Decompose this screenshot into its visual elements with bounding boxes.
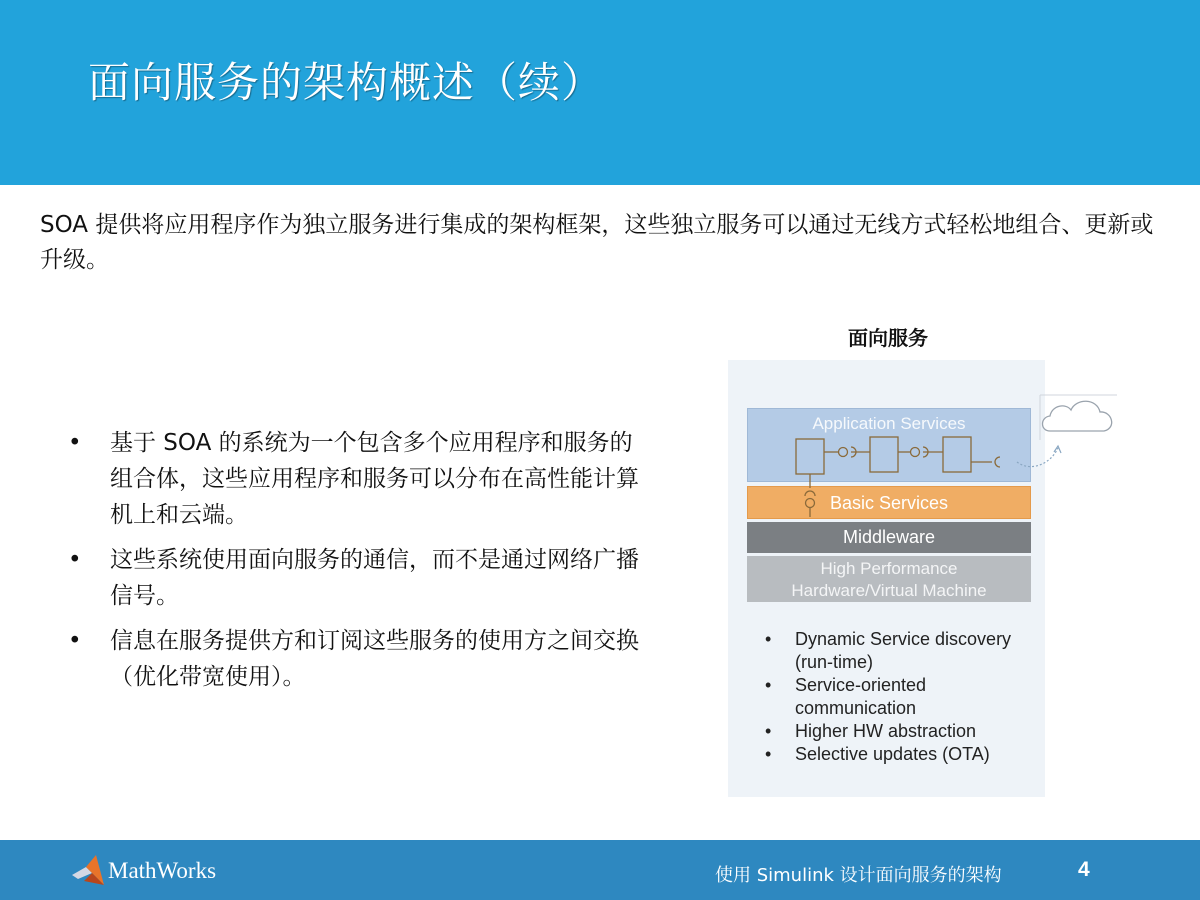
feature-dot: •: [765, 721, 772, 741]
bullet-item: • 信息在服务提供方和订阅这些服务的使用方之间交换（优化带宽使用）。: [62, 623, 652, 695]
service-box: [870, 437, 898, 472]
feature-list: [760, 628, 1040, 766]
service-box: [796, 439, 824, 474]
bullet-dot: •: [68, 430, 82, 456]
feature-dot: •: [765, 629, 772, 649]
intro-paragraph: SOA 提供将应用程序作为独立服务进行集成的架构框架，这些独立服务可以通过无线方式轻松地组合、更新或升级。: [40, 212, 1154, 273]
slide-title: 面向服务的架构概述（续）: [88, 58, 605, 107]
mathworks-logo-text: MathWorks: [108, 858, 217, 883]
diagram-title: 面向服务: [848, 326, 928, 350]
basic-services-label: Basic Services: [829, 493, 949, 513]
footer-subtitle: 使用 Simulink 设计面向服务的架构: [715, 865, 1002, 886]
bullet-dot: •: [68, 547, 82, 573]
application-services-label: Application Services: [812, 414, 966, 433]
bullet-dot: •: [68, 628, 82, 654]
hardware-label-line2: Hardware/Virtual Machine: [791, 581, 987, 600]
feature-dot: •: [765, 675, 772, 695]
bullet-item: • 基于 SOA 的系统为一个包含多个应用程序和服务的组合体，这些应用程序和服务可以分布在高性能计算机上和云端。: [62, 425, 652, 533]
arrow-icon: [1017, 448, 1058, 467]
cloud-icon: [1043, 401, 1112, 431]
feature-item: • Dynamic Service discovery (run-time): [765, 629, 1012, 672]
feature-item: • Higher HW abstraction: [765, 721, 977, 741]
feature-dot: •: [765, 744, 772, 764]
page-number: 4: [1078, 858, 1090, 881]
service-box: [943, 437, 971, 472]
bullet-item: • 这些系统使用面向服务的通信，而不是通过网络广播信号。: [62, 542, 652, 614]
feature-item: • Selective updates (OTA): [765, 744, 990, 764]
hardware-label-line1: High Performance: [820, 559, 958, 578]
feature-item: • Service-oriented communication: [765, 675, 927, 718]
middleware-label: Middleware: [842, 527, 936, 547]
